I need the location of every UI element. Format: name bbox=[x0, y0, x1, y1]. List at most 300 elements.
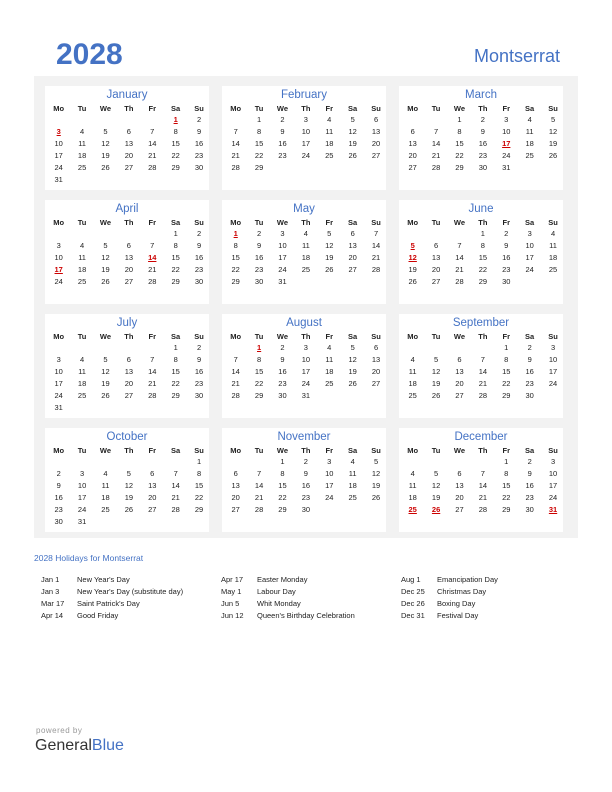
empty-cell bbox=[401, 228, 424, 240]
day: 20 bbox=[348, 253, 357, 262]
day: 3 bbox=[527, 229, 532, 238]
holiday-day: 1 bbox=[173, 115, 178, 124]
day: 4 bbox=[410, 469, 415, 478]
weekday-header: Fr bbox=[148, 218, 156, 227]
day: 6 bbox=[150, 469, 155, 478]
holiday-date: Apr 14 bbox=[41, 611, 64, 620]
month-days-grid bbox=[399, 217, 563, 288]
month-days-grid bbox=[222, 217, 386, 288]
weekday-header: We bbox=[276, 218, 289, 227]
day: 7 bbox=[150, 241, 155, 250]
month-name: March bbox=[465, 89, 497, 101]
empty-cell bbox=[70, 114, 93, 126]
day: 7 bbox=[480, 355, 485, 364]
empty-cell bbox=[401, 114, 424, 126]
month-march bbox=[399, 86, 563, 190]
day: 22 bbox=[254, 379, 264, 388]
day: 3 bbox=[80, 469, 85, 478]
day: 16 bbox=[54, 493, 63, 502]
day: 13 bbox=[371, 355, 381, 364]
weekday-header: We bbox=[99, 218, 112, 227]
day: 22 bbox=[231, 265, 240, 274]
weekday-header: Sa bbox=[348, 332, 358, 341]
weekday-header: Mo bbox=[53, 446, 65, 455]
day: 1 bbox=[196, 457, 202, 466]
weekday-header: We bbox=[99, 104, 112, 113]
empty-cell bbox=[70, 342, 93, 354]
weekday-header: Mo bbox=[230, 446, 242, 455]
weekday-header: Tu bbox=[431, 332, 441, 341]
empty-cell bbox=[141, 342, 164, 354]
day: 13 bbox=[231, 481, 240, 490]
day: 12 bbox=[548, 127, 558, 136]
day: 17 bbox=[301, 139, 311, 148]
day: 25 bbox=[325, 379, 334, 388]
day: 17 bbox=[548, 481, 558, 490]
day: 5 bbox=[103, 241, 108, 250]
day: 19 bbox=[101, 379, 110, 388]
day: 17 bbox=[548, 367, 558, 376]
empty-cell bbox=[448, 456, 471, 468]
day: 19 bbox=[431, 493, 441, 502]
day: 5 bbox=[350, 115, 355, 124]
day: 10 bbox=[301, 127, 311, 136]
day: 14 bbox=[148, 139, 157, 148]
day: 30 bbox=[525, 391, 534, 400]
day: 15 bbox=[278, 481, 287, 490]
day: 24 bbox=[77, 505, 87, 514]
weekday-header: Th bbox=[301, 332, 311, 341]
weekday-header: Fr bbox=[502, 332, 510, 341]
weekday-header: Sa bbox=[525, 218, 535, 227]
day: 5 bbox=[103, 355, 108, 364]
day: 15 bbox=[455, 139, 464, 148]
day: 22 bbox=[254, 151, 264, 160]
day: 27 bbox=[408, 163, 417, 172]
day: 23 bbox=[254, 265, 264, 274]
day: 22 bbox=[171, 265, 180, 274]
day: 23 bbox=[525, 379, 534, 388]
day: 24 bbox=[301, 151, 311, 160]
day: 9 bbox=[196, 241, 202, 250]
month-april bbox=[45, 200, 209, 304]
day: 16 bbox=[301, 481, 311, 490]
day: 24 bbox=[54, 277, 63, 286]
month-days-grid bbox=[45, 331, 209, 414]
day: 2 bbox=[480, 115, 485, 124]
day: 8 bbox=[504, 469, 509, 478]
empty-cell bbox=[47, 342, 70, 354]
day: 30 bbox=[194, 163, 204, 172]
day: 5 bbox=[350, 343, 355, 352]
day: 1 bbox=[457, 115, 462, 124]
day: 11 bbox=[325, 355, 334, 364]
day: 29 bbox=[502, 391, 511, 400]
weekday-header: Tu bbox=[254, 332, 264, 341]
day: 18 bbox=[548, 253, 558, 262]
empty-cell bbox=[94, 456, 117, 468]
day: 26 bbox=[348, 151, 357, 160]
day: 13 bbox=[124, 367, 134, 376]
empty-cell bbox=[471, 456, 494, 468]
day: 29 bbox=[171, 277, 180, 286]
weekday-header: Sa bbox=[348, 218, 358, 227]
holiday-row bbox=[401, 586, 498, 598]
day: 12 bbox=[431, 481, 441, 490]
empty-cell bbox=[47, 456, 70, 468]
empty-cell bbox=[224, 342, 247, 354]
day: 7 bbox=[434, 127, 439, 136]
day: 13 bbox=[371, 127, 381, 136]
month-days-grid bbox=[45, 445, 209, 528]
day: 6 bbox=[457, 469, 462, 478]
day: 7 bbox=[257, 469, 262, 478]
day: 6 bbox=[233, 469, 238, 478]
empty-cell bbox=[117, 342, 140, 354]
day: 27 bbox=[371, 379, 381, 388]
day: 10 bbox=[278, 241, 287, 250]
weekday-header: Tu bbox=[254, 104, 264, 113]
day: 10 bbox=[548, 469, 558, 478]
day: 27 bbox=[371, 151, 381, 160]
day: 7 bbox=[150, 355, 155, 364]
day: 13 bbox=[455, 367, 464, 376]
weekday-header: Sa bbox=[171, 446, 181, 455]
weekday-header: Tu bbox=[254, 446, 264, 455]
month-days-grid bbox=[45, 217, 209, 288]
weekday-header: Sa bbox=[171, 218, 181, 227]
holiday-row bbox=[221, 586, 355, 598]
day: 4 bbox=[327, 115, 332, 124]
weekday-header: Th bbox=[478, 332, 488, 341]
day: 8 bbox=[280, 469, 285, 478]
day: 28 bbox=[371, 265, 381, 274]
day: 24 bbox=[278, 265, 287, 274]
generalblue-logo[interactable] bbox=[35, 737, 124, 755]
day: 7 bbox=[373, 229, 379, 238]
empty-cell bbox=[70, 228, 93, 240]
weekday-header: Fr bbox=[325, 332, 333, 341]
day: 4 bbox=[80, 355, 85, 364]
day: 18 bbox=[408, 493, 417, 502]
month-november bbox=[222, 428, 386, 532]
holiday-date: Aug 1 bbox=[401, 575, 421, 584]
day: 24 bbox=[525, 265, 534, 274]
day: 15 bbox=[502, 481, 511, 490]
day: 18 bbox=[325, 367, 334, 376]
weekday-header: Fr bbox=[502, 446, 510, 455]
day: 1 bbox=[504, 343, 509, 352]
day: 4 bbox=[103, 469, 108, 478]
day: 20 bbox=[431, 265, 441, 274]
day: 3 bbox=[550, 457, 556, 466]
day: 8 bbox=[257, 127, 262, 136]
day: 23 bbox=[278, 379, 287, 388]
day: 18 bbox=[325, 139, 334, 148]
day: 12 bbox=[124, 481, 134, 490]
day: 19 bbox=[348, 367, 357, 376]
day: 25 bbox=[77, 163, 87, 172]
day: 18 bbox=[525, 139, 534, 148]
day: 29 bbox=[254, 163, 264, 172]
day: 2 bbox=[196, 343, 202, 352]
holiday-row bbox=[41, 610, 183, 622]
day: 3 bbox=[56, 241, 61, 250]
month-name: July bbox=[116, 317, 138, 329]
day: 4 bbox=[350, 457, 355, 466]
day: 8 bbox=[233, 241, 238, 250]
day: 25 bbox=[101, 505, 110, 514]
day: 30 bbox=[194, 391, 204, 400]
day: 18 bbox=[77, 379, 87, 388]
day: 7 bbox=[150, 127, 155, 136]
day: 7 bbox=[480, 469, 485, 478]
day: 17 bbox=[278, 253, 287, 262]
day: 23 bbox=[502, 265, 511, 274]
weekday-header: Th bbox=[124, 332, 134, 341]
day: 1 bbox=[504, 457, 509, 466]
month-february bbox=[222, 86, 386, 190]
weekday-header: Mo bbox=[230, 104, 242, 113]
day: 16 bbox=[194, 367, 204, 376]
day: 25 bbox=[301, 265, 311, 274]
weekday-header: Mo bbox=[230, 218, 242, 227]
holiday-name: Easter Monday bbox=[257, 575, 308, 584]
day: 6 bbox=[126, 355, 131, 364]
day: 8 bbox=[457, 127, 462, 136]
holiday-row bbox=[221, 610, 355, 622]
day: 1 bbox=[257, 115, 262, 124]
day: 11 bbox=[408, 367, 417, 376]
day: 28 bbox=[148, 277, 157, 286]
weekday-header: Th bbox=[124, 218, 134, 227]
day: 10 bbox=[325, 469, 334, 478]
day: 28 bbox=[148, 163, 157, 172]
weekday-header: Tu bbox=[77, 104, 87, 113]
year-title: 2028 bbox=[56, 38, 123, 71]
day: 16 bbox=[502, 253, 511, 262]
day: 19 bbox=[548, 139, 558, 148]
day: 30 bbox=[254, 277, 264, 286]
empty-cell bbox=[47, 114, 70, 126]
day: 12 bbox=[348, 127, 357, 136]
day: 28 bbox=[478, 505, 488, 514]
day: 28 bbox=[171, 505, 180, 514]
day: 8 bbox=[196, 469, 202, 478]
day: 29 bbox=[231, 277, 240, 286]
weekday-header: We bbox=[99, 332, 112, 341]
day: 14 bbox=[371, 241, 381, 250]
day: 3 bbox=[550, 343, 556, 352]
weekday-header: Tu bbox=[77, 446, 87, 455]
day: 28 bbox=[431, 163, 441, 172]
day: 18 bbox=[408, 379, 417, 388]
day: 17 bbox=[54, 151, 63, 160]
weekday-header: Tu bbox=[77, 218, 87, 227]
empty-cell bbox=[94, 114, 117, 126]
day: 29 bbox=[278, 505, 287, 514]
day: 19 bbox=[431, 379, 441, 388]
day: 28 bbox=[254, 505, 264, 514]
month-july bbox=[45, 314, 209, 418]
holiday-name: Good Friday bbox=[77, 611, 119, 620]
empty-cell bbox=[70, 456, 93, 468]
month-name: May bbox=[293, 203, 315, 215]
holiday-date: Apr 17 bbox=[221, 575, 244, 584]
holiday-day: 25 bbox=[408, 505, 417, 514]
holiday-row bbox=[221, 574, 355, 586]
day: 1 bbox=[480, 229, 485, 238]
day: 29 bbox=[194, 505, 204, 514]
day: 27 bbox=[231, 505, 240, 514]
day: 6 bbox=[126, 241, 131, 250]
day: 30 bbox=[301, 505, 311, 514]
day: 13 bbox=[455, 481, 464, 490]
weekday-header: We bbox=[453, 446, 466, 455]
weekday-header: Su bbox=[194, 332, 204, 341]
weekday-header: Fr bbox=[148, 104, 156, 113]
country-title: Montserrat bbox=[473, 46, 560, 66]
weekday-header: Fr bbox=[148, 332, 156, 341]
brand-blue: Blue bbox=[91, 737, 124, 754]
holiday-name: Boxing Day bbox=[437, 599, 476, 608]
day: 25 bbox=[77, 391, 87, 400]
weekday-header: Su bbox=[548, 104, 558, 113]
day: 8 bbox=[480, 241, 485, 250]
day: 24 bbox=[325, 493, 334, 502]
day: 7 bbox=[233, 127, 238, 136]
month-name: August bbox=[286, 317, 322, 329]
day: 14 bbox=[254, 481, 264, 490]
holiday-date: Mar 17 bbox=[41, 599, 65, 608]
day: 9 bbox=[527, 469, 532, 478]
holiday-date: Dec 25 bbox=[401, 587, 425, 596]
day: 25 bbox=[325, 151, 334, 160]
empty-cell bbox=[247, 456, 270, 468]
day: 9 bbox=[527, 355, 532, 364]
month-january bbox=[45, 86, 209, 190]
day: 11 bbox=[78, 367, 86, 376]
weekday-header: Mo bbox=[230, 332, 242, 341]
day: 24 bbox=[301, 379, 311, 388]
day: 9 bbox=[303, 469, 308, 478]
day: 23 bbox=[54, 505, 63, 514]
weekday-header: Su bbox=[371, 104, 381, 113]
day: 24 bbox=[548, 493, 558, 502]
day: 4 bbox=[550, 229, 556, 238]
day: 31 bbox=[301, 391, 311, 400]
day: 22 bbox=[455, 151, 464, 160]
holidays-column-2 bbox=[221, 574, 355, 622]
day: 3 bbox=[327, 457, 332, 466]
day: 21 bbox=[231, 151, 240, 160]
month-december bbox=[399, 428, 563, 532]
day: 8 bbox=[173, 355, 178, 364]
day: 2 bbox=[196, 115, 202, 124]
weekday-header: Mo bbox=[407, 446, 419, 455]
day: 23 bbox=[478, 151, 488, 160]
holiday-day: 5 bbox=[410, 241, 415, 250]
day: 9 bbox=[280, 355, 285, 364]
day: 10 bbox=[54, 139, 63, 148]
month-october bbox=[45, 428, 209, 532]
day: 11 bbox=[78, 139, 86, 148]
day: 12 bbox=[431, 367, 441, 376]
holiday-date: Jun 5 bbox=[221, 599, 240, 608]
weekday-header: Th bbox=[124, 104, 134, 113]
day: 11 bbox=[525, 127, 534, 136]
day: 15 bbox=[171, 253, 180, 262]
day: 8 bbox=[173, 127, 178, 136]
empty-cell bbox=[424, 342, 447, 354]
month-june bbox=[399, 200, 563, 304]
holiday-name: New Year's Day (substitute day) bbox=[77, 587, 184, 596]
day: 20 bbox=[371, 367, 381, 376]
day: 12 bbox=[325, 241, 334, 250]
holiday-name: New Year's Day bbox=[77, 575, 130, 584]
weekday-header: Sa bbox=[525, 332, 535, 341]
weekday-header: Su bbox=[548, 218, 558, 227]
month-days-grid bbox=[222, 331, 386, 402]
weekday-header: Sa bbox=[171, 104, 181, 113]
empty-cell bbox=[471, 342, 494, 354]
day: 6 bbox=[410, 127, 415, 136]
weekday-header: Sa bbox=[348, 446, 358, 455]
day: 30 bbox=[478, 163, 488, 172]
day: 27 bbox=[124, 277, 134, 286]
weekday-header: Th bbox=[478, 446, 488, 455]
holiday-day: 17 bbox=[54, 265, 63, 274]
day: 13 bbox=[408, 139, 417, 148]
day: 9 bbox=[504, 241, 509, 250]
day: 13 bbox=[148, 481, 157, 490]
day: 22 bbox=[171, 379, 180, 388]
empty-cell bbox=[448, 342, 471, 354]
day: 23 bbox=[278, 151, 287, 160]
empty-cell bbox=[141, 228, 164, 240]
day: 29 bbox=[502, 505, 511, 514]
day: 25 bbox=[77, 277, 87, 286]
day: 10 bbox=[54, 367, 63, 376]
day: 24 bbox=[548, 379, 558, 388]
day: 30 bbox=[502, 277, 511, 286]
day: 19 bbox=[371, 481, 381, 490]
day: 26 bbox=[371, 493, 381, 502]
weekday-header: Sa bbox=[171, 332, 181, 341]
day: 14 bbox=[431, 139, 441, 148]
holiday-name: Whit Monday bbox=[257, 599, 301, 608]
day: 18 bbox=[77, 265, 87, 274]
day: 24 bbox=[54, 391, 63, 400]
day: 19 bbox=[101, 151, 110, 160]
empty-cell bbox=[401, 342, 424, 354]
empty-cell bbox=[141, 114, 164, 126]
weekday-header: Mo bbox=[407, 104, 419, 113]
day: 27 bbox=[148, 505, 157, 514]
day: 25 bbox=[548, 265, 558, 274]
day: 28 bbox=[148, 391, 157, 400]
day: 10 bbox=[548, 355, 558, 364]
day: 16 bbox=[194, 139, 204, 148]
holiday-day: 31 bbox=[548, 505, 558, 514]
day: 21 bbox=[148, 151, 157, 160]
day: 19 bbox=[325, 253, 334, 262]
month-name: December bbox=[454, 431, 508, 443]
empty-cell bbox=[94, 342, 117, 354]
day: 8 bbox=[504, 355, 509, 364]
day: 15 bbox=[254, 367, 264, 376]
weekday-header: Fr bbox=[325, 218, 333, 227]
